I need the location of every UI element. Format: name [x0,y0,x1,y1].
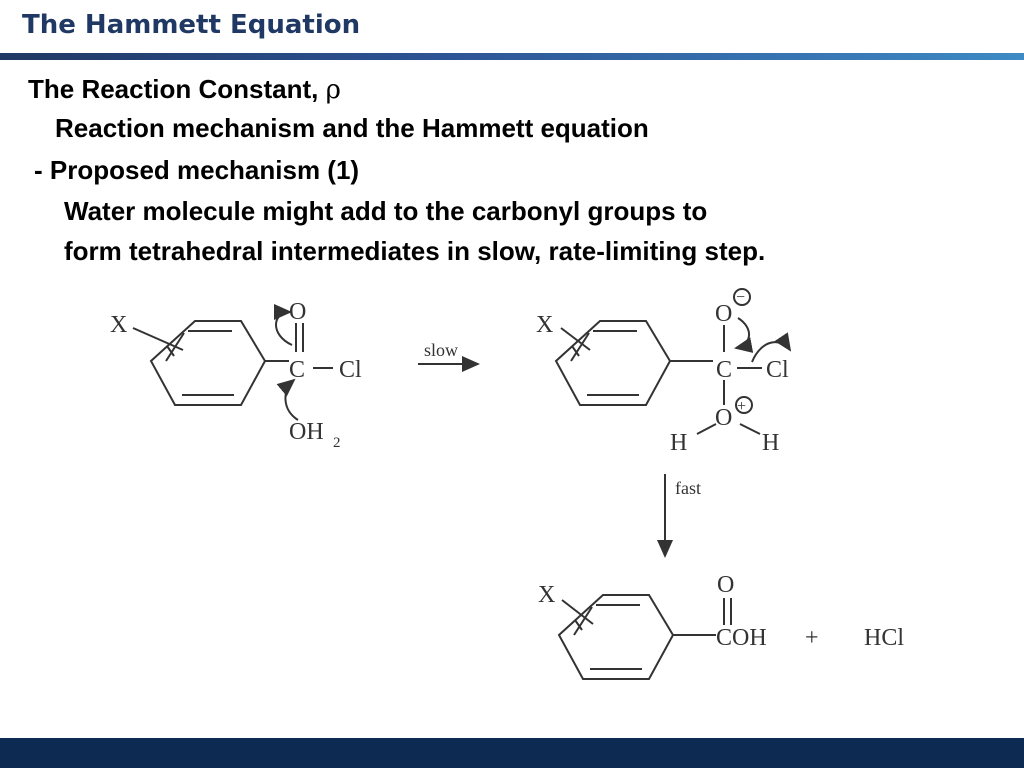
reactant-cl: Cl [339,357,362,383]
intermediate-h2: H [762,430,780,456]
positive-charge: + [737,398,747,415]
reactant-x: X [110,312,128,338]
reactant-o: O [289,299,307,325]
benzene-ring-intermediate [556,321,670,405]
subheading-mechanism: Reaction mechanism and the Hammett equation [55,113,649,143]
intermediate-x: X [536,312,554,338]
intermediate-c: C [716,357,733,383]
rho-symbol: ρ [325,75,341,105]
intermediate-h1: H [670,430,688,456]
product-coh: COH [716,625,767,651]
negative-charge: − [736,289,746,306]
tetrahedral-intermediate [556,289,790,434]
fast-label: fast [675,478,701,498]
product-x: X [538,582,556,608]
description-line-1: Water molecule might add to the carbonyl groups to [64,196,708,226]
product-plus: + [805,625,819,651]
description-line-2: form tetrahedral intermediates in slow, rate-limiting step. [64,236,766,266]
footer-bar [0,738,1024,768]
product-hcl: HCl [864,625,905,651]
curved-arrow-oxygen-return [736,318,749,348]
intermediate-o2: O [715,405,733,431]
water-oh: OH [289,419,324,445]
proposed-mechanism-label: - Proposed mechanism (1) [34,155,360,185]
product-o: O [717,572,735,598]
product-molecule [559,595,731,679]
reactant-c: C [289,357,306,383]
water-subscript: 2 [333,435,341,451]
intermediate-cl: Cl [766,357,789,383]
benzene-ring-product [559,595,673,679]
intermediate-o: O [715,301,733,327]
curved-arrow-from-water [285,380,298,420]
heading-text: The Reaction Constant, [28,74,326,104]
slow-label: slow [424,340,459,360]
benzene-ring-reactant [151,321,265,405]
slide-title: The Hammett Equation [22,10,361,40]
